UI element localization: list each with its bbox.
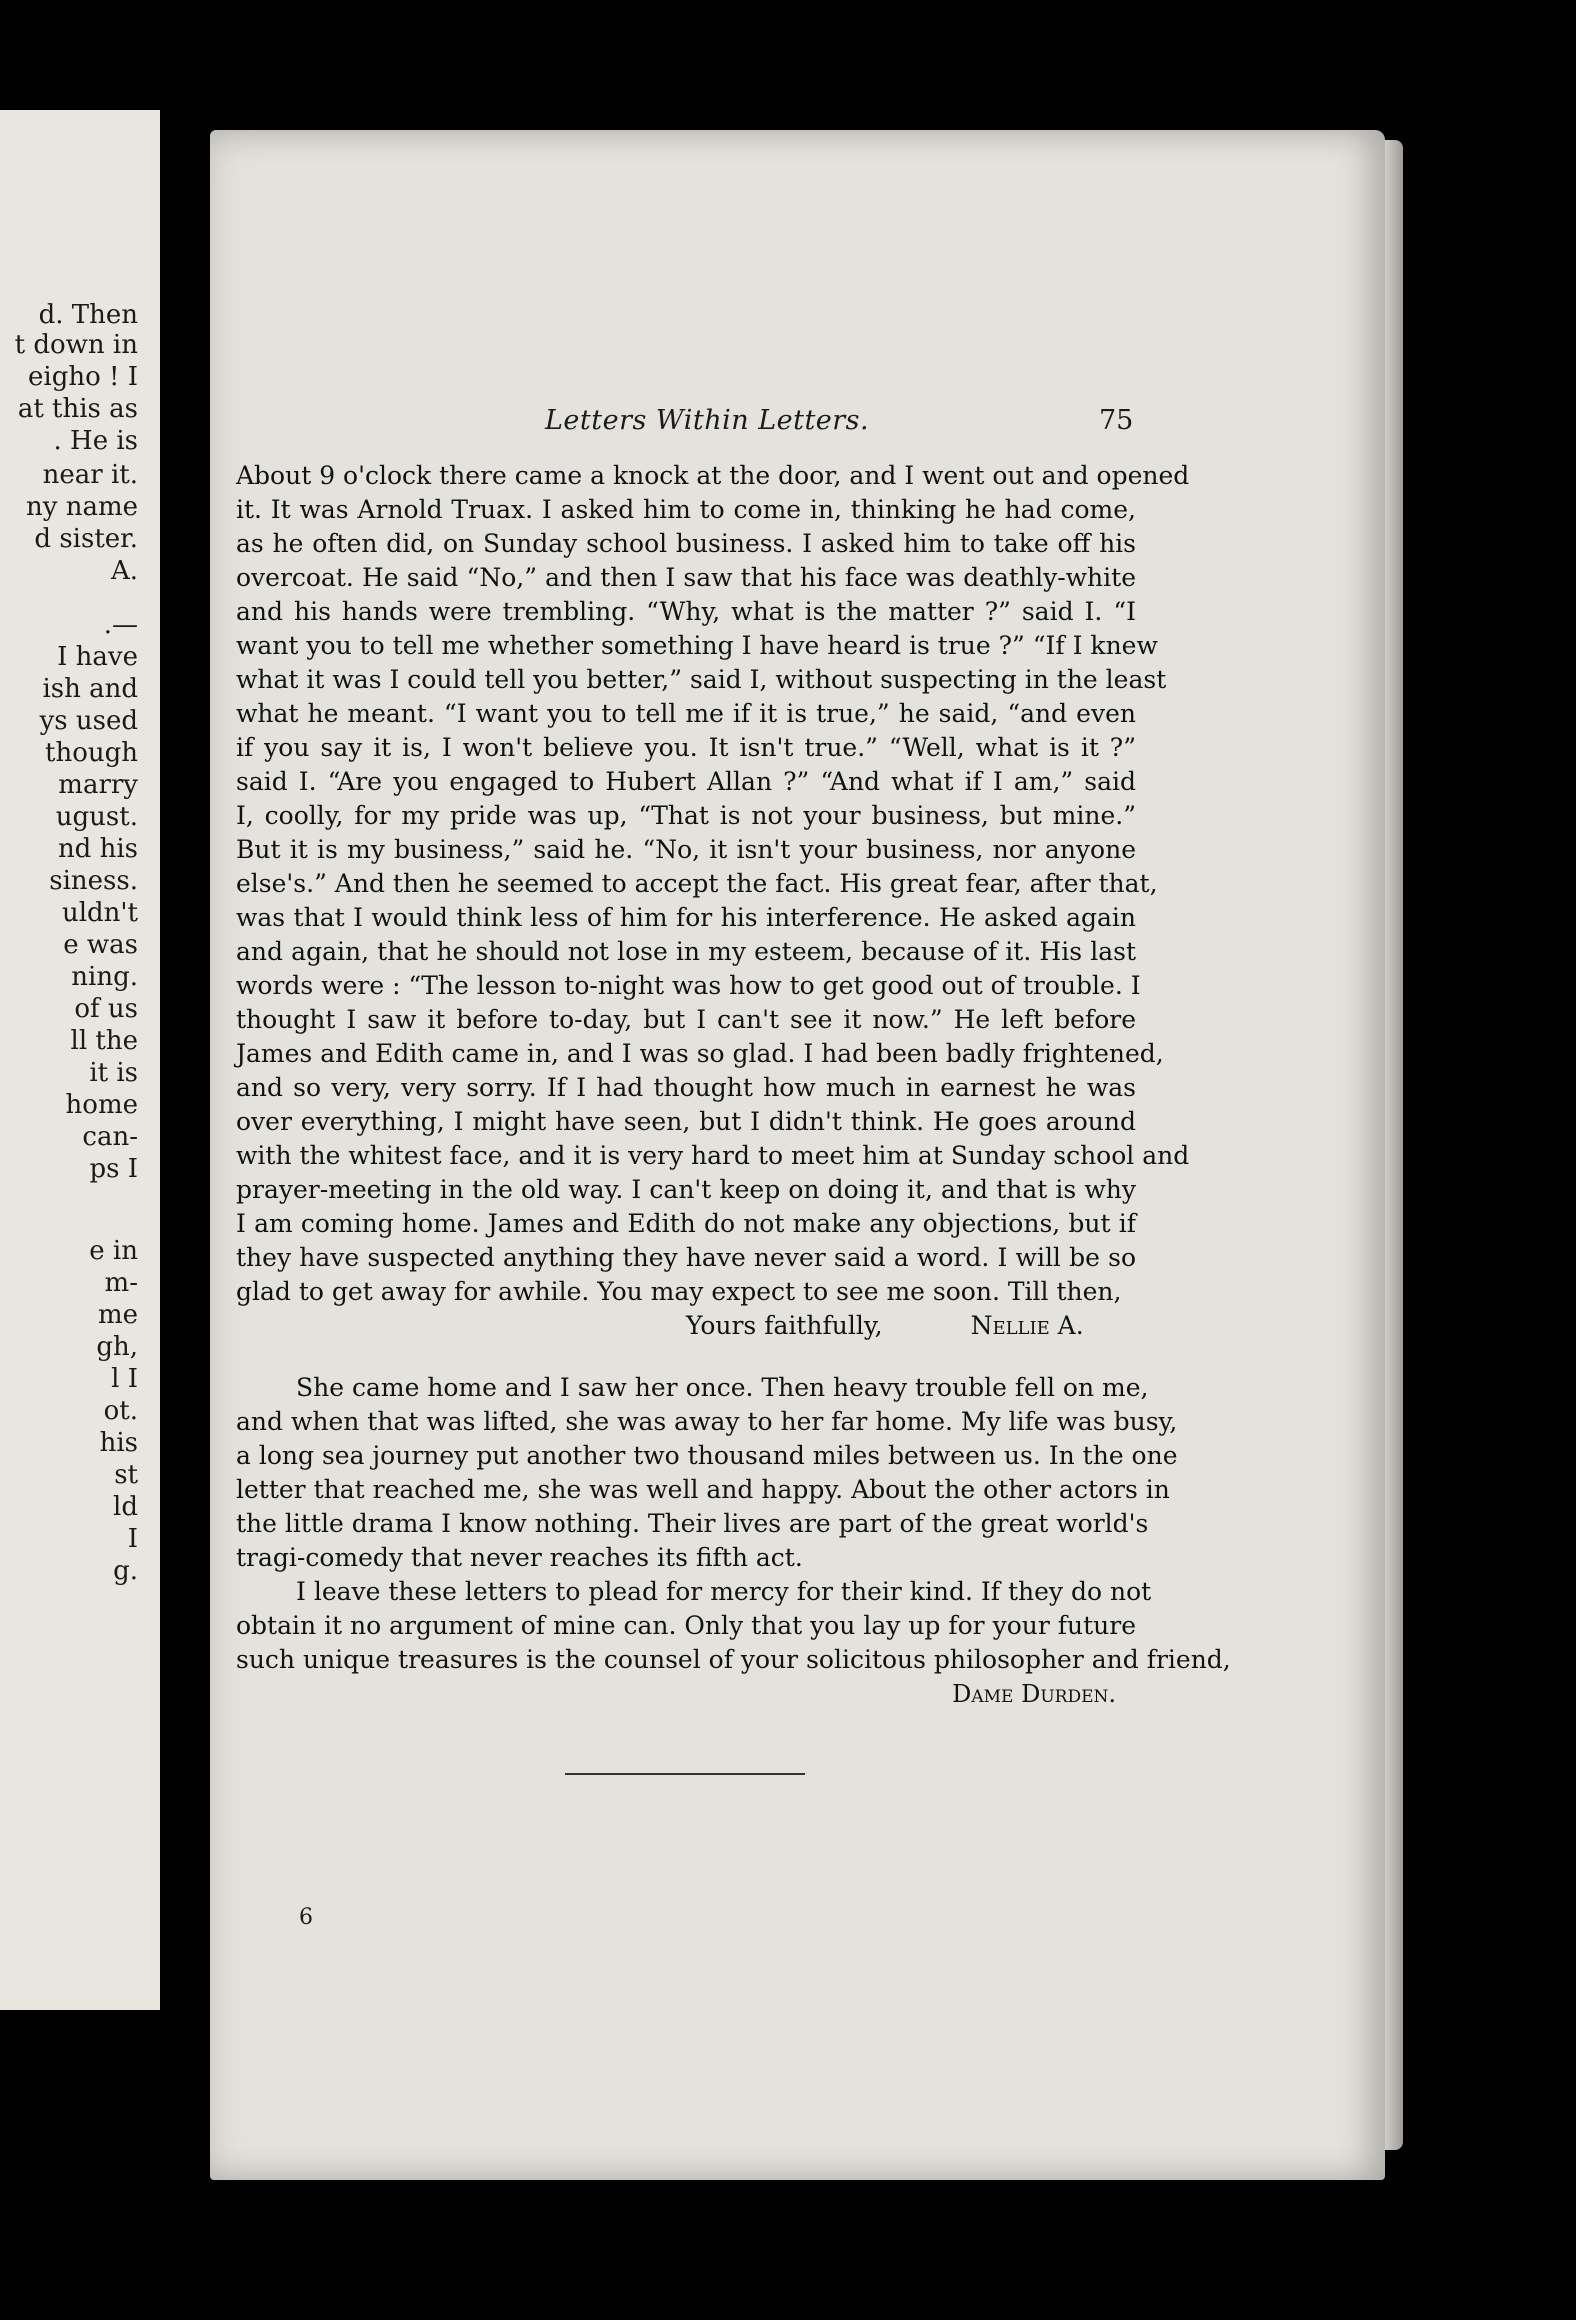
left-page-line: g.	[113, 1556, 138, 1586]
letter-signature: Nellie A.	[970, 1311, 1084, 1340]
left-page-line: though	[45, 738, 138, 768]
running-head-title: Letters Within Letters.	[545, 405, 870, 436]
text-line: what he meant. “I want you to tell me if it is true,” he said, “and even	[236, 699, 1136, 728]
text-line: thought I saw it before to-day, but I can't see it now.” He left before	[236, 1005, 1136, 1034]
narrative-paragraph-1	[236, 1371, 1178, 1575]
letter-closing	[236, 1309, 1136, 1343]
left-page-line: ld	[113, 1492, 138, 1522]
left-page-line: ps I	[89, 1154, 138, 1184]
left-page-line: can-	[82, 1122, 138, 1152]
text-line: want you to tell me whether something I have heard is true ?” “If I knew	[236, 631, 1158, 660]
text-line: James and Edith came in, and I was so glad. I had been badly frightened,	[236, 1039, 1164, 1068]
text-line: About 9 o'clock there came a knock at the door, and I went out and opened	[236, 461, 1190, 490]
section-rule	[565, 1773, 805, 1775]
text-line: But it is my business,” said he. “No, it isn't your business, nor anyone	[236, 835, 1136, 864]
left-page-line: his	[99, 1428, 138, 1458]
text-line: and again, that he should not lose in my esteem, because of it. His last	[236, 937, 1136, 966]
left-page-fragment	[0, 110, 160, 2010]
left-page-line: nd his	[57, 834, 138, 864]
page-edge	[1385, 140, 1403, 2150]
left-page-line: ys used	[39, 706, 138, 736]
left-page-line: ot.	[103, 1396, 138, 1426]
letter-text	[236, 459, 1190, 1309]
left-page-line: e in	[89, 1236, 138, 1266]
text-line: was that I would think less of him for his interference. He asked again	[236, 903, 1136, 932]
page-number: 75	[1099, 405, 1134, 436]
text-line: with the whitest face, and it is very hard to meet him at Sunday school and	[236, 1141, 1190, 1170]
text-line: as he often did, on Sunday school business. I asked him to take off his	[236, 529, 1136, 558]
text-line: the little drama I know nothing. Their lives are part of the great world's	[236, 1509, 1149, 1538]
left-page-line: d. Then	[38, 300, 138, 330]
text-line: they have suspected anything they have never said a word. I will be so	[236, 1243, 1136, 1272]
left-page-line: near it.	[42, 460, 138, 490]
text-line: overcoat. He said “No,” and then I saw that his face was deathly-white	[236, 563, 1136, 592]
text-line: obtain it no argument of mine can. Only that you lay up for your future	[236, 1611, 1136, 1640]
left-page-line: I have	[57, 642, 138, 672]
body-text	[236, 459, 1231, 1711]
book-gutter	[160, 0, 210, 2320]
signature-mark: 6	[299, 1905, 313, 1930]
text-line: letter that reached me, she was well and happy. About the other actors in	[236, 1475, 1170, 1504]
text-line: glad to get away for awhile. You may expect to see me soon. Till then,	[236, 1277, 1122, 1306]
text-line: it. It was Arnold Truax. I asked him to come in, thinking he had come,	[236, 495, 1136, 524]
text-line: such unique treasures is the counsel of your solicitous philosopher and friend,	[236, 1645, 1231, 1674]
left-page-line: home	[65, 1090, 138, 1120]
left-page-line: .—	[103, 610, 138, 640]
text-line: words were : “The lesson to-night was how to get good out of trouble. I	[236, 971, 1141, 1000]
text-line: and his hands were trembling. “Why, what is the matter ?” said I. “I	[236, 597, 1136, 626]
left-page-line: st	[114, 1460, 138, 1490]
text-line: She came home and I saw her once. Then heavy trouble fell on me,	[296, 1373, 1149, 1402]
text-line: tragi-comedy that never reaches its fifth act.	[236, 1543, 803, 1572]
text-line: and when that was lifted, she was away to her far home. My life was busy,	[236, 1407, 1178, 1436]
text-line: a long sea journey put another two thousand miles between us. In the one	[236, 1441, 1178, 1470]
left-page-line: at this as	[17, 394, 138, 424]
text-line: said I. “Are you engaged to Hubert Allan ?” “And what if I am,” said	[236, 767, 1136, 796]
left-page-line: of us	[74, 994, 138, 1024]
left-page-line: marry	[58, 770, 138, 800]
text-line: I am coming home. James and Edith do not make any objections, but if	[236, 1209, 1136, 1238]
narrative-paragraph-2	[236, 1575, 1231, 1677]
running-head	[0, 405, 1576, 441]
left-page-line: A.	[110, 556, 138, 586]
left-page-line: d sister.	[34, 524, 138, 554]
left-page-line: ugust.	[55, 802, 138, 832]
left-page-line: me	[97, 1300, 138, 1330]
left-page-line: ll the	[70, 1026, 138, 1056]
left-page-line: m-	[104, 1268, 138, 1298]
text-line: else's.” And then he seemed to accept the fact. His great fear, after that,	[236, 869, 1158, 898]
left-page-line: I	[127, 1524, 138, 1554]
left-page-line: ning.	[71, 962, 138, 992]
text-line: over everything, I might have seen, but I didn't think. He goes around	[236, 1107, 1136, 1136]
text-line: what it was I could tell you better,” said I, without suspecting in the least	[236, 665, 1167, 694]
left-page-line: e was	[63, 930, 138, 960]
text-line: I, coolly, for my pride was up, “That is not your business, but mine.”	[236, 801, 1136, 830]
left-page-line: it is	[89, 1058, 138, 1088]
text-line: prayer-meeting in the old way. I can't keep on doing it, and that is why	[236, 1175, 1136, 1204]
final-signature: Dame Durden.	[952, 1680, 1116, 1708]
text-line: I leave these letters to plead for mercy for their kind. If they do not	[296, 1577, 1152, 1606]
text-line: if you say it is, I won't believe you. It isn't true.” “Well, what is it ?”	[236, 733, 1136, 762]
left-page-line: l I	[111, 1364, 138, 1394]
valediction: Yours faithfully,	[686, 1311, 883, 1340]
left-page-line: t down in	[14, 330, 138, 360]
left-page-line: eigho ! I	[28, 362, 138, 392]
left-page-line: siness.	[49, 866, 138, 896]
left-page-line: uldn't	[61, 898, 138, 928]
left-page-line: gh,	[96, 1332, 138, 1362]
left-page-line: ish and	[42, 674, 138, 704]
text-line: and so very, very sorry. If I had thought how much in earnest he was	[236, 1073, 1136, 1102]
left-page-line: . He is	[53, 426, 138, 456]
left-page-line: ny name	[26, 492, 138, 522]
